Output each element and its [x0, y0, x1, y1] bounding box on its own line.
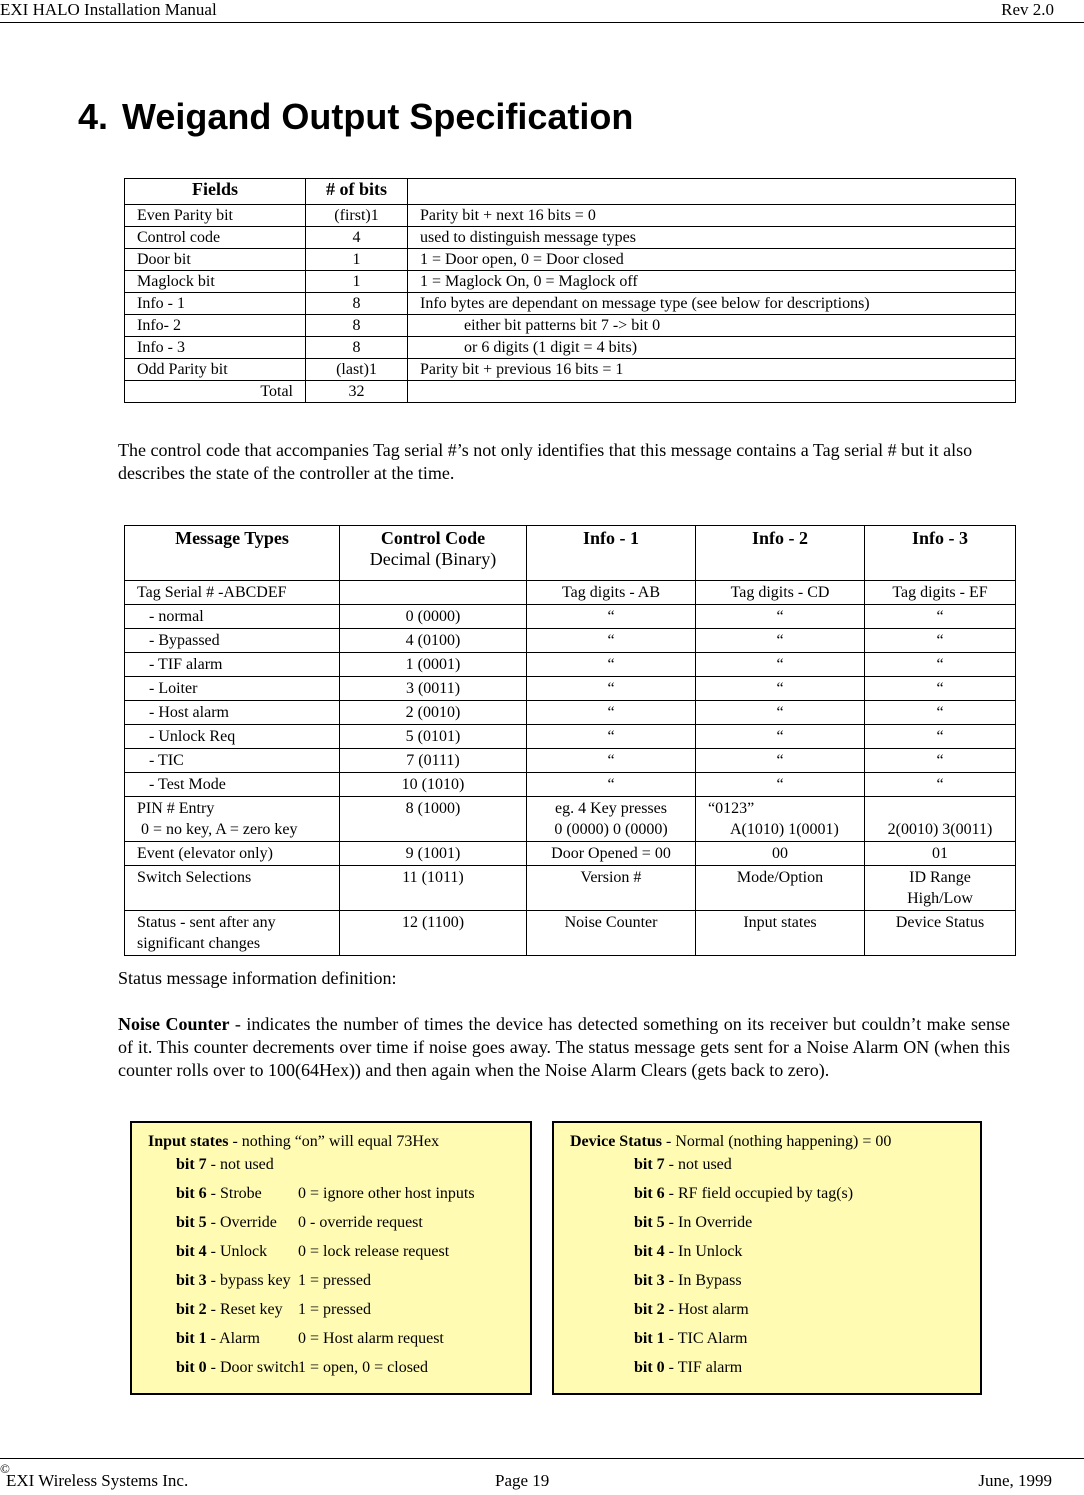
info-1: “	[527, 749, 696, 773]
info-2: “	[696, 677, 865, 701]
bit-label	[176, 1272, 298, 1290]
info-3: “	[865, 773, 1016, 797]
field-bits: 8	[306, 337, 408, 359]
bit-value: 0 = Host alarm request	[298, 1330, 444, 1347]
field-bits: 1	[306, 271, 408, 293]
bit-meaning: - In Unlock	[664, 1243, 743, 1260]
bit-row	[634, 1214, 752, 1232]
bit-meaning: - Reset key	[206, 1301, 283, 1318]
bit-row	[176, 1272, 371, 1290]
message-type: - Host alarm	[125, 701, 340, 725]
bit-number: bit 4	[176, 1243, 207, 1260]
field-bits: 4	[306, 227, 408, 249]
bit-row	[176, 1185, 475, 1203]
field-description: either bit patterns bit 7 -> bit 0	[408, 315, 1016, 337]
control-code: 3 (0011)	[340, 677, 527, 701]
column-header: Info - 3	[865, 526, 1016, 581]
pin-info-1b: 0 (0000) 0 (0000)	[554, 821, 668, 838]
field-description: 1 = Door open, 0 = Door closed	[408, 249, 1016, 271]
bit-value: 0 = ignore other host inputs	[298, 1185, 475, 1202]
column-header: Info - 1	[527, 526, 696, 581]
high-low: High/Low	[907, 890, 973, 907]
info-3: “	[865, 605, 1016, 629]
bit-value: 0 - override request	[298, 1214, 423, 1231]
bit-number: bit 7	[634, 1156, 665, 1173]
message-type: - TIC	[125, 749, 340, 773]
bit-label	[634, 1185, 853, 1203]
bit-number: bit 4	[634, 1243, 665, 1260]
bit-label	[176, 1156, 298, 1174]
control-code: 2 (0010)	[340, 701, 527, 725]
table-row	[125, 749, 1016, 773]
bit-label	[176, 1330, 298, 1348]
bit-value: 1 = pressed	[298, 1301, 372, 1318]
field-name: Info- 2	[125, 315, 306, 337]
status-definition-heading: Status message information definition:	[118, 968, 397, 988]
info-1: Version #	[527, 866, 696, 911]
field-bits: 8	[306, 315, 408, 337]
header-title: EXI HALO Installation Manual	[0, 0, 217, 19]
copyright-symbol: ©	[0, 1461, 10, 1476]
status-note: significant changes	[137, 935, 261, 952]
input-states-box	[130, 1121, 532, 1395]
info-1: Door Opened = 00	[527, 842, 696, 866]
bit-meaning: - Override	[206, 1214, 277, 1231]
control-code: 10 (1010)	[340, 773, 527, 797]
info-2: Mode/Option	[696, 866, 865, 911]
table-header-row	[125, 179, 1016, 205]
info-3: Device Status	[865, 911, 1016, 956]
info-2: “	[696, 773, 865, 797]
input-states-title-rest: - nothing “on” will equal 73Hex	[228, 1133, 440, 1150]
table-row	[125, 797, 1016, 842]
field-description: Parity bit + previous 16 bits = 1	[408, 359, 1016, 381]
column-header: Message Types	[125, 526, 340, 581]
bit-number: bit 1	[176, 1330, 207, 1347]
bit-row	[176, 1330, 444, 1348]
bit-meaning: - In Override	[664, 1214, 753, 1231]
bit-label	[634, 1272, 742, 1290]
table-row	[125, 205, 1016, 227]
bit-meaning: - Alarm	[206, 1330, 260, 1347]
total-bits: 32	[306, 381, 408, 403]
field-name: Control code	[125, 227, 306, 249]
pin-info-1a: eg. 4 Key presses	[555, 800, 667, 817]
bit-row	[634, 1301, 749, 1319]
table-row	[125, 337, 1016, 359]
bit-meaning: - Host alarm	[664, 1301, 749, 1318]
control-code: 1 (0001)	[340, 653, 527, 677]
message-type	[125, 797, 340, 842]
info-2: 00	[696, 842, 865, 866]
message-types-table	[124, 525, 1016, 956]
message-type: Tag Serial # -ABCDEF	[125, 581, 340, 605]
control-code: 0 (0000)	[340, 605, 527, 629]
field-bits: 8	[306, 293, 408, 315]
field-description: or 6 digits (1 digit = 4 bits)	[408, 337, 1016, 359]
device-status-title-rest: - Normal (nothing happening) = 00	[661, 1133, 892, 1150]
bit-value: 0 = lock release request	[298, 1243, 450, 1260]
info-1: “	[527, 629, 696, 653]
field-name: Info - 1	[125, 293, 306, 315]
bit-label	[634, 1243, 742, 1261]
device-status-box	[552, 1121, 982, 1395]
info-1: Tag digits - AB	[527, 581, 696, 605]
table-row	[125, 315, 1016, 337]
field-bits: 1	[306, 249, 408, 271]
bit-row	[634, 1156, 732, 1174]
device-status-title-bold: Device Status	[570, 1133, 662, 1150]
message-type	[125, 911, 340, 956]
page-number: Page 19	[495, 1471, 550, 1490]
message-type: - Bypassed	[125, 629, 340, 653]
info-2: “	[696, 653, 865, 677]
info-2: “	[696, 605, 865, 629]
noise-counter-paragraph	[118, 1013, 1010, 1082]
bit-meaning: - not used	[664, 1156, 732, 1173]
bit-meaning: - TIC Alarm	[664, 1330, 748, 1347]
bit-value: 1 = open, 0 = closed	[298, 1359, 429, 1376]
pin-entry-note: 0 = no key, A = zero key	[141, 821, 298, 838]
info-3: 2(0010) 3(0011)	[865, 797, 1016, 842]
info-3: Tag digits - EF	[865, 581, 1016, 605]
bit-label	[176, 1301, 298, 1319]
bit-row	[176, 1243, 449, 1261]
field-description: 1 = Maglock On, 0 = Maglock off	[408, 271, 1016, 293]
status-label: Status - sent after any	[137, 914, 276, 931]
control-code: 8 (1000)	[340, 797, 527, 842]
field-name: Even Parity bit	[125, 205, 306, 227]
column-header: Info - 2	[696, 526, 865, 581]
page-header	[0, 0, 1084, 23]
field-description: Info bytes are dependant on message type (see below for descriptions)	[408, 293, 1016, 315]
info-1	[527, 797, 696, 842]
table-row	[125, 629, 1016, 653]
bit-number: bit 0	[176, 1359, 207, 1376]
bit-number: bit 5	[176, 1214, 207, 1231]
control-code: 11 (1011)	[340, 866, 527, 911]
bit-number: bit 5	[634, 1214, 665, 1231]
bit-number: bit 2	[634, 1301, 665, 1318]
bit-number: bit 1	[634, 1330, 665, 1347]
bit-label	[634, 1156, 732, 1174]
info-2: “	[696, 701, 865, 725]
table-header-row	[125, 526, 1016, 581]
table-row	[125, 842, 1016, 866]
bit-row	[176, 1301, 371, 1319]
column-header	[340, 526, 527, 581]
control-code: 9 (1001)	[340, 842, 527, 866]
field-description: Parity bit + next 16 bits = 0	[408, 205, 1016, 227]
bit-number: bit 2	[176, 1301, 207, 1318]
bit-number: bit 7	[176, 1156, 207, 1173]
info-3: 01	[865, 842, 1016, 866]
info-1: “	[527, 653, 696, 677]
column-header	[408, 179, 1016, 205]
table-row	[125, 605, 1016, 629]
info-1: “	[527, 677, 696, 701]
info-2: Tag digits - CD	[696, 581, 865, 605]
bit-row	[634, 1330, 747, 1348]
weigand-fields-table	[124, 178, 1016, 403]
field-bits: (first)1	[306, 205, 408, 227]
info-2: “	[696, 749, 865, 773]
info-3: “	[865, 677, 1016, 701]
bit-label	[176, 1243, 298, 1261]
info-1: “	[527, 773, 696, 797]
message-type: - Loiter	[125, 677, 340, 701]
control-code: 4 (0100)	[340, 629, 527, 653]
info-2	[696, 797, 865, 842]
bit-number: bit 6	[634, 1185, 665, 1202]
table-row	[125, 271, 1016, 293]
field-name: Maglock bit	[125, 271, 306, 293]
message-type: - Test Mode	[125, 773, 340, 797]
table-row	[125, 701, 1016, 725]
section-number: 4.	[78, 96, 109, 137]
section-heading	[78, 96, 633, 138]
info-3: “	[865, 629, 1016, 653]
info-1: “	[527, 725, 696, 749]
control-code	[340, 581, 527, 605]
bit-label	[634, 1301, 749, 1319]
field-name: Odd Parity bit	[125, 359, 306, 381]
info-2: Input states	[696, 911, 865, 956]
control-code: 7 (0111)	[340, 749, 527, 773]
bit-row	[634, 1185, 853, 1203]
bit-row	[176, 1156, 298, 1174]
info-1: Noise Counter	[527, 911, 696, 956]
info-2: “	[696, 725, 865, 749]
message-type: - TIF alarm	[125, 653, 340, 677]
section-title: Weigand Output Specification	[122, 96, 634, 137]
bit-row	[634, 1272, 742, 1290]
table-row	[125, 725, 1016, 749]
bit-row	[176, 1214, 423, 1232]
table-row	[125, 773, 1016, 797]
field-bits: (last)1	[306, 359, 408, 381]
id-range: ID Range	[909, 869, 971, 886]
control-code: 12 (1100)	[340, 911, 527, 956]
noise-counter-text: - indicates the number of times the device has detected something on its receiver but couldn’t make sense of it. This counter decrements over time if noise goes away. The status message gets sent for a Noise Alarm ON (when this counter rolls over to 100(64Hex)) and then again when the Noise Alarm Clears (gets back to zero).	[118, 1014, 1010, 1080]
bit-number: bit 3	[176, 1272, 207, 1289]
pin-info-2b: A(1010) 1(0001)	[730, 821, 839, 838]
bit-number: bit 6	[176, 1185, 207, 1202]
table-row	[125, 359, 1016, 381]
pin-info-2a: “0123”	[708, 800, 755, 817]
info-1: “	[527, 605, 696, 629]
header-revision: Rev 2.0	[1001, 0, 1054, 19]
info-1: “	[527, 701, 696, 725]
bit-label	[176, 1185, 298, 1203]
bit-meaning: - RF field occupied by tag(s)	[664, 1185, 854, 1202]
bit-label	[634, 1359, 742, 1377]
control-code: 5 (0101)	[340, 725, 527, 749]
message-type: Event (elevator only)	[125, 842, 340, 866]
bit-row	[634, 1359, 742, 1377]
info-3: “	[865, 725, 1016, 749]
table-row	[125, 866, 1016, 911]
bit-meaning: - bypass key	[206, 1272, 291, 1289]
table-row	[125, 381, 1016, 403]
bit-row	[634, 1243, 742, 1261]
noise-counter-term: Noise Counter	[118, 1014, 230, 1034]
bit-row	[176, 1359, 428, 1377]
input-states-title-bold: Input states	[148, 1133, 229, 1150]
device-status-title	[570, 1133, 891, 1151]
info-3: “	[865, 653, 1016, 677]
input-states-title	[148, 1133, 439, 1151]
total-label: Total	[125, 381, 306, 403]
control-code-subheader: Decimal (Binary)	[369, 549, 497, 569]
bit-meaning: - not used	[206, 1156, 274, 1173]
bit-number: bit 3	[634, 1272, 665, 1289]
footer-date: June, 1999	[978, 1471, 1052, 1490]
bit-meaning: - Door switch	[206, 1359, 299, 1376]
bit-meaning: - TIF alarm	[664, 1359, 743, 1376]
bit-meaning: - Strobe	[206, 1185, 262, 1202]
field-name: Info - 3	[125, 337, 306, 359]
control-code-paragraph: The control code that accompanies Tag serial #’s not only identifies that this message contains a Tag serial # but it also describes the state of the controller at the time.	[118, 440, 973, 483]
table-row	[125, 227, 1016, 249]
table-row	[125, 581, 1016, 605]
bit-label	[176, 1359, 298, 1377]
table-row	[125, 293, 1016, 315]
column-header: # of bits	[306, 179, 408, 205]
field-description: used to distinguish message types	[408, 227, 1016, 249]
table-row	[125, 677, 1016, 701]
bit-number: bit 0	[634, 1359, 665, 1376]
table-row	[125, 249, 1016, 271]
table-row	[125, 911, 1016, 956]
bit-label	[634, 1330, 747, 1348]
bit-label	[634, 1214, 752, 1232]
message-type: - Unlock Req	[125, 725, 340, 749]
info-3: “	[865, 701, 1016, 725]
bit-meaning: - In Bypass	[664, 1272, 742, 1289]
page-footer	[0, 1458, 1084, 1495]
message-type: Switch Selections	[125, 866, 340, 911]
footer-company-name: EXI Wireless Systems Inc.	[6, 1471, 189, 1490]
bit-label	[176, 1214, 298, 1232]
field-description	[408, 381, 1016, 403]
table-row	[125, 653, 1016, 677]
info-3: “	[865, 749, 1016, 773]
column-header: Fields	[125, 179, 306, 205]
pin-entry-label: PIN # Entry	[137, 800, 215, 817]
control-code-header: Control Code	[380, 528, 486, 548]
info-3	[865, 866, 1016, 911]
bit-meaning: - Unlock	[206, 1243, 268, 1260]
footer-company	[0, 1461, 189, 1491]
field-name: Door bit	[125, 249, 306, 271]
message-type: - normal	[125, 605, 340, 629]
bit-value: 1 = pressed	[298, 1272, 372, 1289]
info-2: “	[696, 629, 865, 653]
